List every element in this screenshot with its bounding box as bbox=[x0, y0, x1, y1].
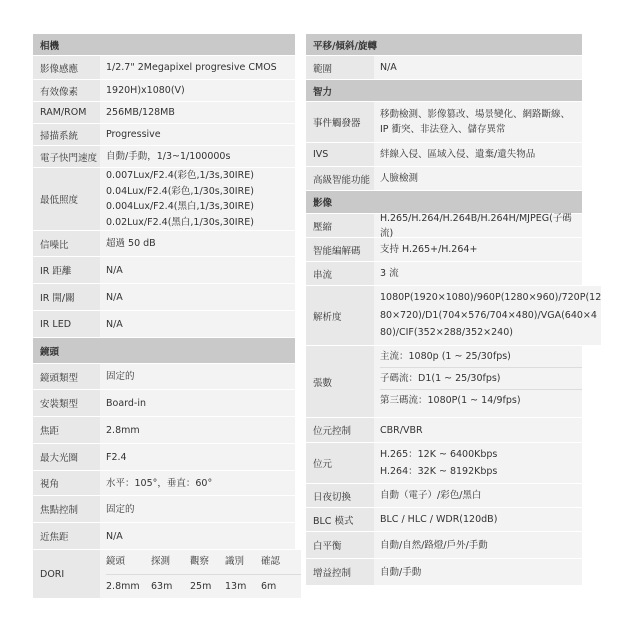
spec-value: 固定的 bbox=[100, 364, 295, 389]
spec-key: IR 距離 bbox=[33, 257, 100, 283]
spec-row-pixels bbox=[33, 80, 295, 102]
dori-grid bbox=[106, 550, 301, 598]
spec-key: 安裝類型 bbox=[33, 390, 100, 416]
dori-value: 25m bbox=[190, 580, 212, 592]
spec-row-mount bbox=[33, 390, 295, 417]
section-intelligence: 智力 bbox=[306, 80, 582, 102]
spec-row-bitrate bbox=[306, 443, 582, 484]
spec-line: 0.02Lux/F2.4(黑白,1/30s,30IRE) bbox=[106, 216, 254, 228]
spec-value: 人臉檢測 bbox=[374, 167, 582, 190]
spec-row-aperture bbox=[33, 444, 295, 471]
spec-value bbox=[374, 286, 601, 345]
spec-value: 水平：105°，垂直：60° bbox=[100, 471, 295, 495]
spec-key: 高級智能功能 bbox=[306, 167, 374, 190]
spec-row-day-night bbox=[306, 484, 582, 508]
spec-key: 串流 bbox=[306, 262, 374, 285]
dori-value: 13m bbox=[225, 580, 247, 592]
spec-key: 位元控制 bbox=[306, 418, 374, 442]
spec-row-range bbox=[306, 56, 582, 80]
spec-key: 增益控制 bbox=[306, 559, 374, 585]
spec-key: IR 開/關 bbox=[33, 284, 100, 310]
dori-header: 鏡頭 bbox=[106, 550, 151, 575]
spec-value: CBR/VBR bbox=[374, 418, 582, 442]
spec-line: 80)/CIF(352×288/352×240) bbox=[380, 327, 513, 339]
spec-line: 第三碼流：1080P(1 ~ 14/9fps) bbox=[380, 395, 521, 406]
spec-row-stream bbox=[306, 262, 582, 286]
spec-row-focal bbox=[33, 417, 295, 444]
spec-row-dori bbox=[33, 550, 295, 599]
spec-value: 超過 50 dB bbox=[100, 231, 295, 256]
spec-value: 1920H)x1080(V) bbox=[100, 80, 295, 101]
spec-line: 80×720)/D1(704×576/704×480)/VGA(640×4 bbox=[380, 309, 597, 321]
spec-value: 3 流 bbox=[374, 262, 582, 285]
spec-line: 子碼流：D1(1 ~ 25/30fps) bbox=[380, 373, 501, 384]
spec-row-advanced bbox=[306, 167, 582, 191]
camera-spec-column bbox=[33, 34, 295, 599]
spec-value: 自動/自然/路燈/戶外/手動 bbox=[374, 532, 582, 558]
spec-value: 2.8mm bbox=[100, 417, 295, 443]
spec-key: IR LED bbox=[33, 311, 100, 337]
video-spec-column bbox=[306, 34, 602, 586]
dori-header: 確認 bbox=[261, 550, 301, 575]
spec-line: IP 衝突、非法登入、儲存異常 bbox=[380, 124, 506, 135]
dori-value: 63m bbox=[151, 580, 173, 592]
spec-row-ram bbox=[33, 102, 295, 124]
spec-row-white-balance bbox=[306, 532, 582, 559]
spec-row-ivs bbox=[306, 143, 582, 167]
spec-line: 主流：1080p (1 ~ 25/30fps) bbox=[380, 351, 511, 362]
spec-value: N/A bbox=[374, 56, 582, 79]
spec-subrow bbox=[380, 390, 582, 411]
spec-row-smart-codec bbox=[306, 238, 582, 262]
spec-row-lens-type bbox=[33, 364, 295, 390]
spec-key: 電子快門速度 bbox=[33, 146, 100, 167]
spec-row-close-focus bbox=[33, 523, 295, 550]
section-camera: 相機 bbox=[33, 34, 295, 56]
spec-key: 鏡頭類型 bbox=[33, 364, 100, 389]
spec-row-shutter bbox=[33, 146, 295, 168]
spec-key: DORI bbox=[33, 550, 100, 598]
spec-row-illumination bbox=[33, 168, 295, 231]
dori-table bbox=[100, 550, 301, 598]
dori-value: 6m bbox=[261, 580, 277, 592]
spec-value: N/A bbox=[100, 284, 295, 310]
spec-row-resolution bbox=[306, 286, 602, 346]
spec-key: 日夜切換 bbox=[306, 484, 374, 507]
spec-line: H.265：12K ~ 6400Kbps bbox=[380, 449, 498, 460]
spec-row-fov bbox=[33, 471, 295, 496]
spec-row-frame-rate bbox=[306, 346, 582, 418]
spec-key: 範圍 bbox=[306, 56, 374, 79]
spec-line: 移動檢測、影像篡改、場景變化、網路斷線、 bbox=[380, 108, 571, 120]
spec-key: BLC 模式 bbox=[306, 508, 374, 531]
spec-key: 白平衡 bbox=[306, 532, 374, 558]
spec-key: 最低照度 bbox=[33, 168, 100, 230]
spec-key: 視角 bbox=[33, 471, 100, 495]
spec-value: 256MB/128MB bbox=[100, 102, 295, 123]
spec-value: F2.4 bbox=[100, 444, 295, 470]
spec-key: 解析度 bbox=[306, 286, 374, 345]
spec-key: 焦距 bbox=[33, 417, 100, 443]
spec-value bbox=[374, 346, 582, 417]
spec-value: 自動/手動，1/3~1/100000s bbox=[100, 146, 295, 167]
spec-key: 焦點控制 bbox=[33, 496, 100, 522]
spec-row-gain bbox=[306, 559, 582, 586]
section-video: 影像 bbox=[306, 191, 582, 214]
spec-value: Progressive bbox=[100, 124, 295, 145]
spec-value: Board-in bbox=[100, 390, 295, 416]
spec-line: H.264：32K ~ 8192Kbps bbox=[380, 466, 498, 477]
spec-key: 有效像素 bbox=[33, 80, 100, 101]
spec-subrow bbox=[380, 368, 582, 390]
spec-line: 1080P(1920×1080)/960P(1280×960)/720P(12 bbox=[380, 292, 602, 304]
spec-value: 固定的 bbox=[100, 496, 295, 522]
spec-key: 信噪比 bbox=[33, 231, 100, 256]
spec-row-sensor bbox=[33, 56, 295, 80]
spec-value: 1/2.7" 2Megapixel progresive CMOS bbox=[100, 56, 295, 79]
spec-row-scan bbox=[33, 124, 295, 146]
spec-row-bit-control bbox=[306, 418, 582, 443]
spec-key: 位元 bbox=[306, 443, 374, 483]
section-lens: 鏡頭 bbox=[33, 338, 295, 364]
spec-row-ir-distance bbox=[33, 257, 295, 284]
spec-key: 近焦距 bbox=[33, 523, 100, 549]
spec-value bbox=[100, 168, 295, 230]
spec-row-snr bbox=[33, 231, 295, 257]
spec-key: RAM/ROM bbox=[33, 102, 100, 123]
spec-key: IVS bbox=[306, 143, 374, 166]
spec-value bbox=[374, 443, 582, 483]
spec-value: H.265/H.264/H.264B/H.264H/MJPEG(子碼流) bbox=[374, 214, 582, 237]
spec-value: 自動/手動 bbox=[374, 559, 582, 585]
spec-line: 0.04Lux/F2.4(彩色,1/30s,30IRE) bbox=[106, 185, 254, 197]
spec-key: 最大光圈 bbox=[33, 444, 100, 470]
spec-value: N/A bbox=[100, 523, 295, 549]
spec-key: 事件觸發器 bbox=[306, 102, 374, 142]
spec-value: N/A bbox=[100, 257, 295, 283]
spec-value: 自動（電子）/彩色/黑白 bbox=[374, 484, 582, 507]
section-ptz: 平移/傾斜/旋轉 bbox=[306, 34, 582, 56]
spec-value: BLC / HLC / WDR(120dB) bbox=[374, 508, 582, 531]
dori-value: 2.8mm bbox=[106, 580, 140, 592]
spec-row-ir-led bbox=[33, 311, 295, 338]
spec-key: 影像感應 bbox=[33, 56, 100, 79]
spec-value bbox=[374, 102, 582, 142]
spec-key: 壓縮 bbox=[306, 214, 374, 237]
spec-row-blc bbox=[306, 508, 582, 532]
spec-row-ir-onoff bbox=[33, 284, 295, 311]
spec-line: 0.004Lux/F2.4(黑白,1/3s,30IRE) bbox=[106, 201, 254, 212]
spec-row-focus bbox=[33, 496, 295, 523]
spec-value: 支持 H.265+/H.264+ bbox=[374, 238, 582, 261]
spec-value: 絆線入侵、區域入侵、遺棄/遺失物品 bbox=[374, 143, 582, 166]
spec-line: 0.007Lux/F2.4(彩色,1/3s,30IRE) bbox=[106, 170, 254, 181]
dori-header: 識別 bbox=[225, 550, 261, 575]
spec-key: 掃描系統 bbox=[33, 124, 100, 145]
spec-key: 張數 bbox=[306, 346, 374, 417]
spec-key: 智能編解碼 bbox=[306, 238, 374, 261]
spec-subrow bbox=[380, 346, 582, 368]
spec-value: N/A bbox=[100, 311, 295, 337]
dori-header: 觀察 bbox=[190, 550, 225, 575]
spec-row-compression bbox=[306, 214, 582, 238]
dori-header: 探測 bbox=[151, 550, 190, 575]
spec-row-event bbox=[306, 102, 582, 143]
